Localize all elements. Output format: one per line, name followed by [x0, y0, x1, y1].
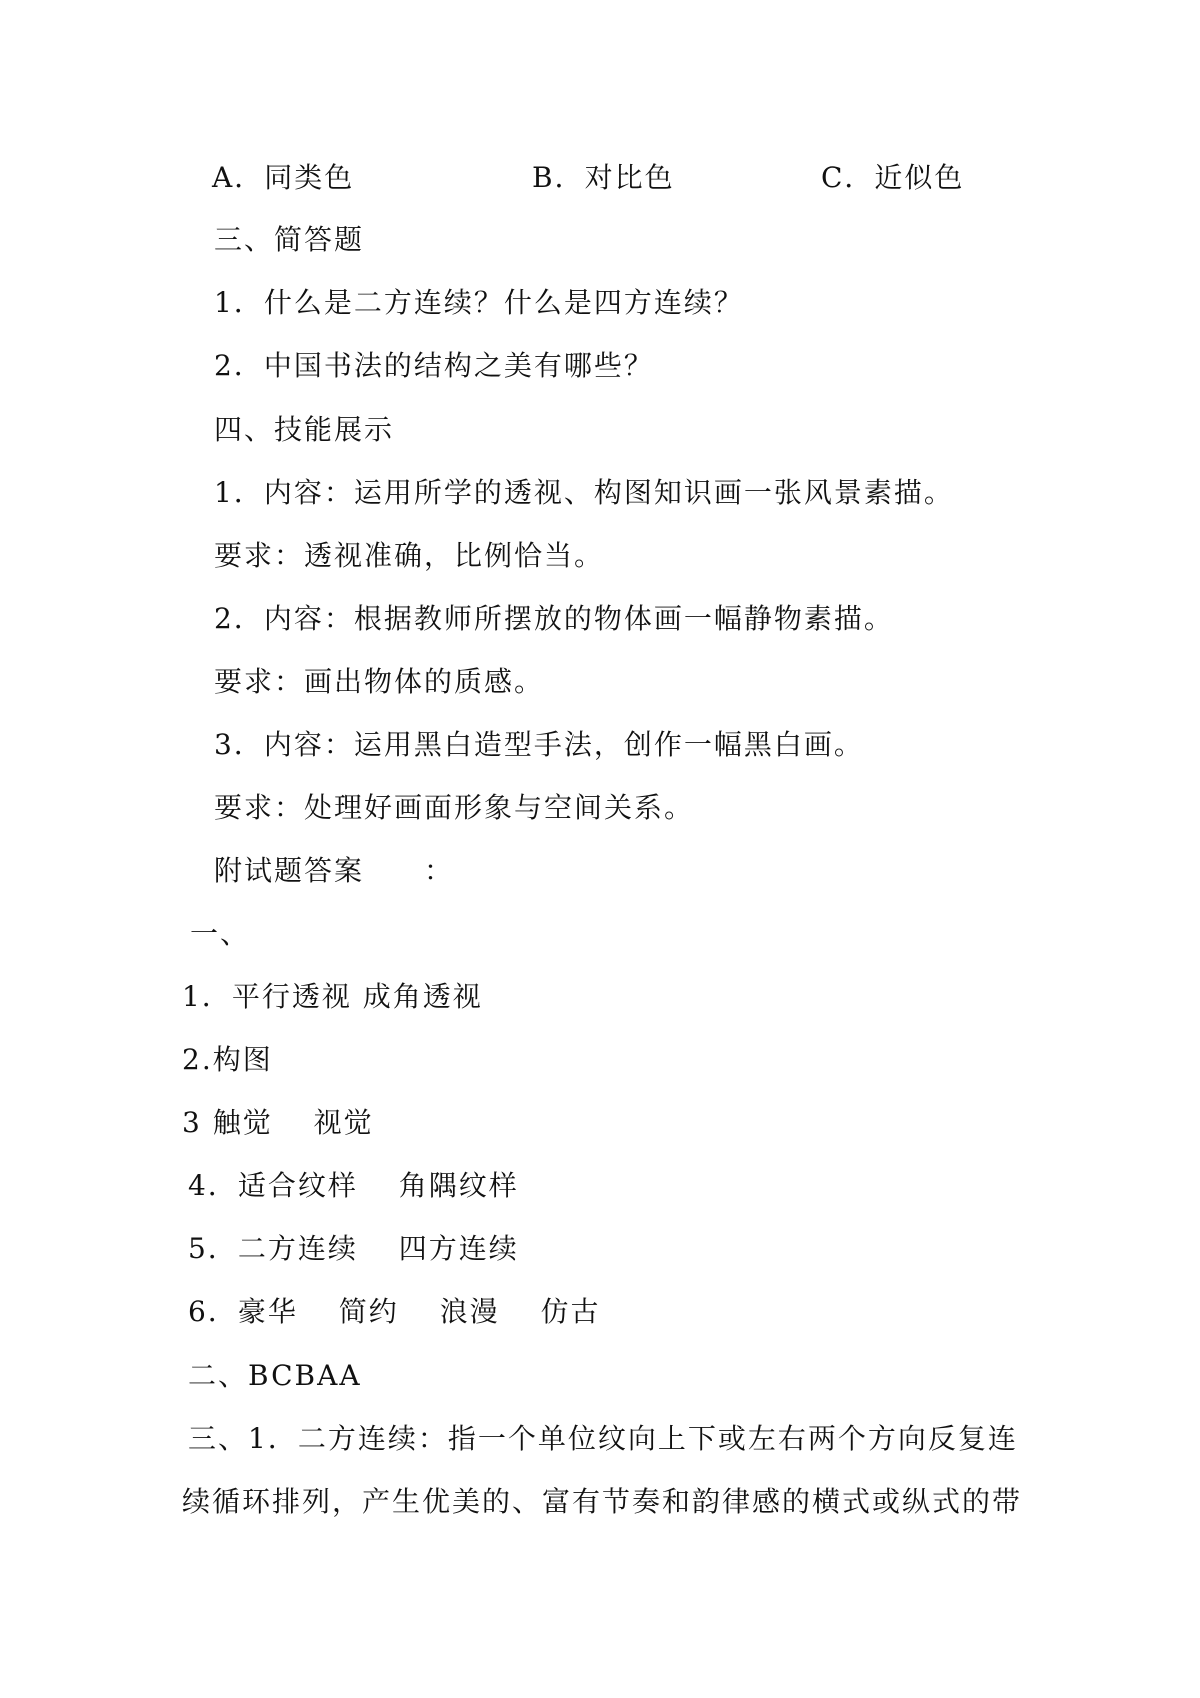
option-b: B．对比色 [532, 161, 675, 194]
answer-1: 1．平行透视 成角透视 [182, 980, 483, 1013]
section3-question-2: 2．中国书法的结构之美有哪些？ [214, 349, 654, 382]
section4-title: 四、技能展示 [214, 413, 395, 446]
section4-item1-content: 1．内容：运用所学的透视、构图知识画一张风景素描。 [214, 476, 954, 509]
option-c: C．近似色 [821, 161, 965, 194]
answer-4: 4．适合纹样 角隅纹样 [188, 1169, 519, 1202]
section4-item2-requirement: 要求：画出物体的质感。 [214, 665, 545, 698]
answers-part3-line1: 三、1．二方连续：指一个单位纹向上下或左右两个方向反复连 [188, 1422, 1018, 1455]
section4-item1-requirement: 要求：透视准确，比例恰当。 [214, 539, 605, 572]
answers-title: 附试题答案 ： [214, 854, 455, 887]
answers-part3-line2: 续循环排列，产生优美的、富有节奏和韵律感的横式或纵式的带 [182, 1485, 1023, 1518]
answer-2: 2.构图 [182, 1043, 273, 1076]
section4-item3-requirement: 要求：处理好画面形象与空间关系。 [214, 791, 695, 824]
answers-part2: 二、BCBAA [188, 1359, 362, 1392]
section3-question-1: 1．什么是二方连续？什么是四方连续？ [214, 286, 744, 319]
answers-part1-label: 一、 [190, 917, 251, 950]
answer-6: 6．豪华 简约 浪漫 仿古 [188, 1295, 601, 1328]
answer-5: 5．二方连续 四方连续 [188, 1232, 519, 1265]
section4-item2-content: 2．内容：根据教师所摆放的物体画一幅静物素描。 [214, 602, 894, 635]
section4-item3-content: 3．内容：运用黑白造型手法，创作一幅黑白画。 [214, 728, 864, 761]
option-a: A．同类色 [212, 161, 355, 194]
answer-3: 3 触觉 视觉 [182, 1106, 374, 1139]
section3-title: 三、简答题 [214, 223, 365, 256]
